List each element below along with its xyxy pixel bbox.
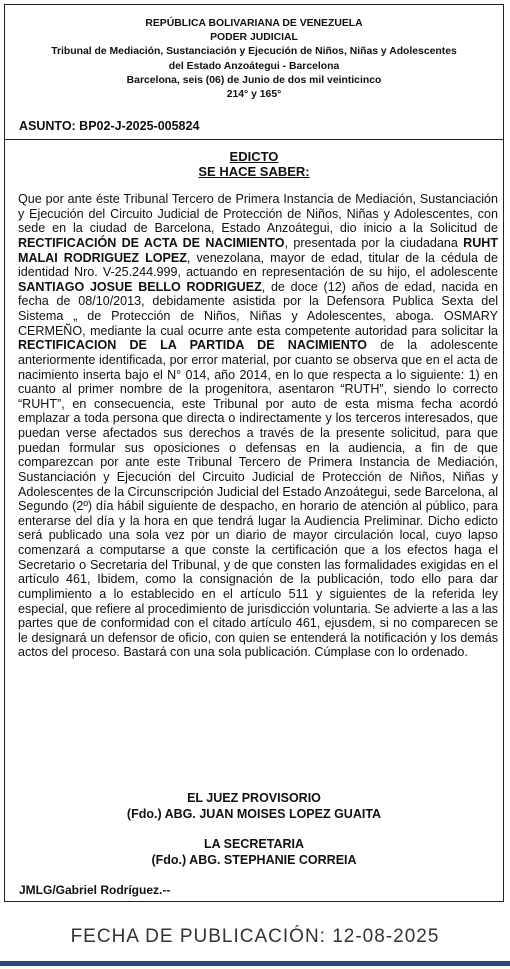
header-years: 214° y 165° xyxy=(226,89,282,101)
body-bold-4: RECTIFICACION DE LA PARTIDA DE NACIMIENTO xyxy=(18,338,367,353)
publication-date: FECHA DE PUBLICACIÓN: 12-08-2025 xyxy=(70,926,440,947)
case-number: ASUNTO: BP02-J-2025-005824 xyxy=(19,119,200,133)
header-judicial-power: PODER JUDICIAL xyxy=(210,32,298,44)
footer-line xyxy=(0,961,510,966)
author-initials: JMLG/Gabriel Rodríguez.-- xyxy=(19,883,171,897)
secretary-title: LA SECRETARIA xyxy=(204,837,304,851)
body-bold-3: SANTIAGO JOSUE BELLO RODRIGUEZ xyxy=(18,279,262,294)
judge-signature xyxy=(5,791,503,822)
body-text-1: Que por ante éste Tribunal Tercero de Primera Instancia de Mediación, Sustanciación y Ejecución del Circuito Judicial de Protección de Niños, Niñas y Adolescentes, con sede en la ciudad de Barcelona, Estado Anzoátegui, dio inicio a la Solicitud de xyxy=(18,192,498,236)
judge-title: EL JUEZ PROVISORIO xyxy=(187,791,321,805)
body-text-3: , venezolana, mayor de edad, titular de la cédula de identidad Nro. V-25.244.999, actuando en representación de su hijo, el adolescente xyxy=(18,250,498,280)
header-date: Barcelona, seis (06) de Junio de dos mil veinticinco xyxy=(126,74,382,86)
header-republic: REPÚBLICA BOLIVARIANA DE VENEZUELA xyxy=(145,18,363,29)
court-header xyxy=(5,17,503,102)
edict-title xyxy=(5,149,503,179)
header-tribunal: Tribunal de Mediación, Sustanciación y Ejecución de Niños, Niñas y Adolescentes xyxy=(51,46,457,58)
judge-name: (Fdo.) ABG. JUAN MOISES LOPEZ GUAITA xyxy=(126,806,382,821)
body-text-5: de la adolescente anteriormente identificada, por error material, por cuanto se observa que en el acta de nacimiento inserta bajo el N° 014, año 2014, en lo que respecta a lo siguiente: 1) en cuanto al primer nombre de la progenitora, asentaron “RUTH”, siendo lo correcto “RUHT”, en consecuencia, este Tribunal por auto de esta misma fecha acordó emplazar a toda persona que directa o indirectamente y los terceros interesados, que puedan verse afectados sus derechos a través de la presente solicitud, para que puedan formular sus oposiciones o defensas en la audiencia, a fin de que comparezcan por ante este Tribunal Tercero de Primera Instancia de Mediación, Sustanciación y Ejecución del Circuito Judicial de Protección de Niños, Niñas y Adolescentes de la Circunscripción Judicial del Estado Anzoátegui, sede Barcelona, al Segundo (2º) día hábil siguiente de despacho, en horario de atención al público, para enterarse del día y la hora en que tendrá lugar la Audiencia Preliminar. Dicho edicto será publicado una sola vez por un diario de mayor circulación local, cuyo lapso comenzará a computarse a que conste la certificación que a los efectos haga el Secretario o Secretaria del Tribunal, y de que consten las formalidades exigidas en el artículo 461, Ibidem, como la consignación de la publicación, todo ello para dar cumplimiento a lo establecido en el artículo 511 y siguientes de la referida ley especial, que refiere al procedimiento de jurisdicción voluntaria. Se advierte a las a las partes que de conformidad con el citado artículo 461, ejusdem, si no comparecen se le designará un defensor de oficio, con quien se entenderá la notificación y los demás actos del proceso. Bastará con una sola publicación. Cúmplase con lo ordenado. xyxy=(18,338,498,660)
edict-subheading: SE HACE SABER: xyxy=(198,164,310,179)
edict-heading: EDICTO xyxy=(229,149,279,164)
header-divider xyxy=(5,139,503,140)
body-bold-1: RECTIFICACIÓN DE ACTA DE NACIMIENTO xyxy=(18,235,285,250)
header-state: del Estado Anzoátegui - Barcelona xyxy=(168,60,340,72)
secretary-name: (Fdo.) ABG. STEPHANIE CORREIA xyxy=(151,852,357,867)
edict-body xyxy=(18,192,498,660)
body-text-2: , presentada por la ciudadana xyxy=(284,235,464,250)
edict-frame xyxy=(4,4,504,902)
body-text-4: , de doce (12) años de edad, nacida en fecha de 08/10/2013, debidamente asistida por la Defensora Publica Sexta del Sistema „ de Protección de Niños, Niñas y Adolescentes, aboga. OSMARY CERMEÑO, mediante la cual ocurre ante esta competente autoridad para solicitar la xyxy=(18,279,498,338)
secretary-signature xyxy=(5,837,503,868)
body-bold-2: RUHT MALAI RODRIGUEZ LOPEZ xyxy=(18,235,498,265)
